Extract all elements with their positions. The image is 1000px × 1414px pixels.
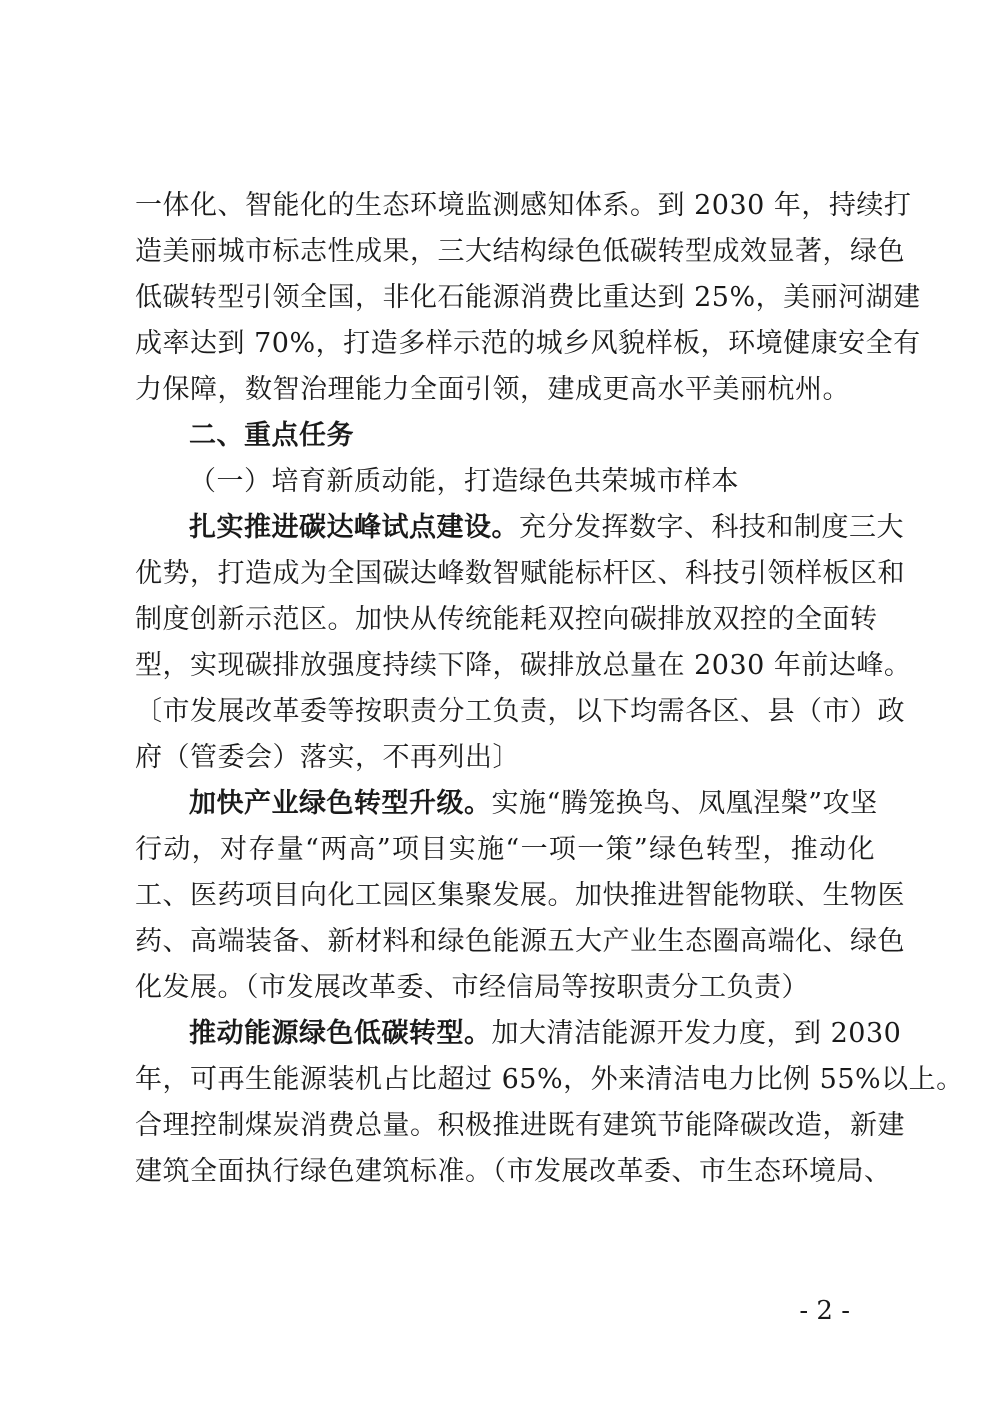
task-text: 充分发挥数字、科技和制度三大	[519, 512, 904, 543]
text-line	[135, 781, 878, 827]
section-heading: 二、重点任务	[189, 420, 354, 451]
text-line: 合理控制煤炭消费总量。积极推进既有建筑节能降碳改造，新建	[135, 1110, 905, 1141]
task-paragraph-industry-transition	[135, 781, 905, 1011]
intro-paragraph	[135, 183, 921, 413]
document-body	[135, 183, 964, 1195]
text-line: 型，实现碳排放强度持续下降，碳排放总量在 2030 年前达峰。	[135, 650, 912, 681]
text-line: 成率达到 70%，打造多样示范的城乡风貌样板，环境健康安全有	[135, 328, 921, 359]
text-line: 药、高端装备、新材料和绿色能源五大产业生态圈高端化、绿色	[135, 926, 905, 957]
text-line: 府（管委会）落实，不再列出〕	[135, 742, 520, 773]
task-text: 实施“腾笼换鸟、凤凰涅槃”攻坚	[491, 788, 878, 819]
text-line: 工、医药项目向化工园区集聚发展。加快推进智能物联、生物医	[135, 880, 905, 911]
text-line: 化发展。（市发展改革委、市经信局等按职责分工负责）	[135, 972, 809, 1003]
page-number: - 2 -	[799, 1296, 850, 1326]
task-paragraph-energy-transition	[135, 1011, 964, 1195]
text-line: 一体化、智能化的生态环境监测感知体系。到 2030 年，持续打	[135, 190, 912, 221]
subsection-heading: （一）培育新质动能，打造绿色共荣城市样本	[189, 466, 739, 497]
task-title: 扎实推进碳达峰试点建设。	[189, 512, 519, 543]
text-line: 建筑全面执行绿色建筑标准。（市发展改革委、市生态环境局、	[135, 1156, 892, 1187]
text-line: 年，可再生能源装机占比超过 65%，外来清洁电力比例 55%以上。	[135, 1064, 964, 1095]
text-line: 造美丽城市标志性成果，三大结构绿色低碳转型成效显著，绿色	[135, 236, 905, 267]
task-title: 加快产业绿色转型升级。	[189, 788, 492, 819]
text-line	[135, 505, 904, 551]
text-line: 行动，对存量“两高”项目实施“一项一策”绿色转型，推动化	[135, 834, 875, 865]
task-paragraph-carbon-peak	[135, 505, 912, 781]
text-line: 力保障，数智治理能力全面引领，建成更高水平美丽杭州。	[135, 374, 850, 405]
task-text: 加大清洁能源开发力度，到 2030	[491, 1018, 902, 1049]
text-line	[135, 1011, 902, 1057]
text-line: 优势，打造成为全国碳达峰数智赋能标杆区、科技引领样板区和	[135, 558, 905, 589]
text-line: 低碳转型引领全国，非化石能源消费比重达到 25%，美丽河湖建	[135, 282, 921, 313]
text-line: 〔市发展改革委等按职责分工负责，以下均需各区、县（市）政	[135, 696, 905, 727]
text-line: 制度创新示范区。加快从传统能耗双控向碳排放双控的全面转	[135, 604, 878, 635]
task-title: 推动能源绿色低碳转型。	[189, 1018, 492, 1049]
